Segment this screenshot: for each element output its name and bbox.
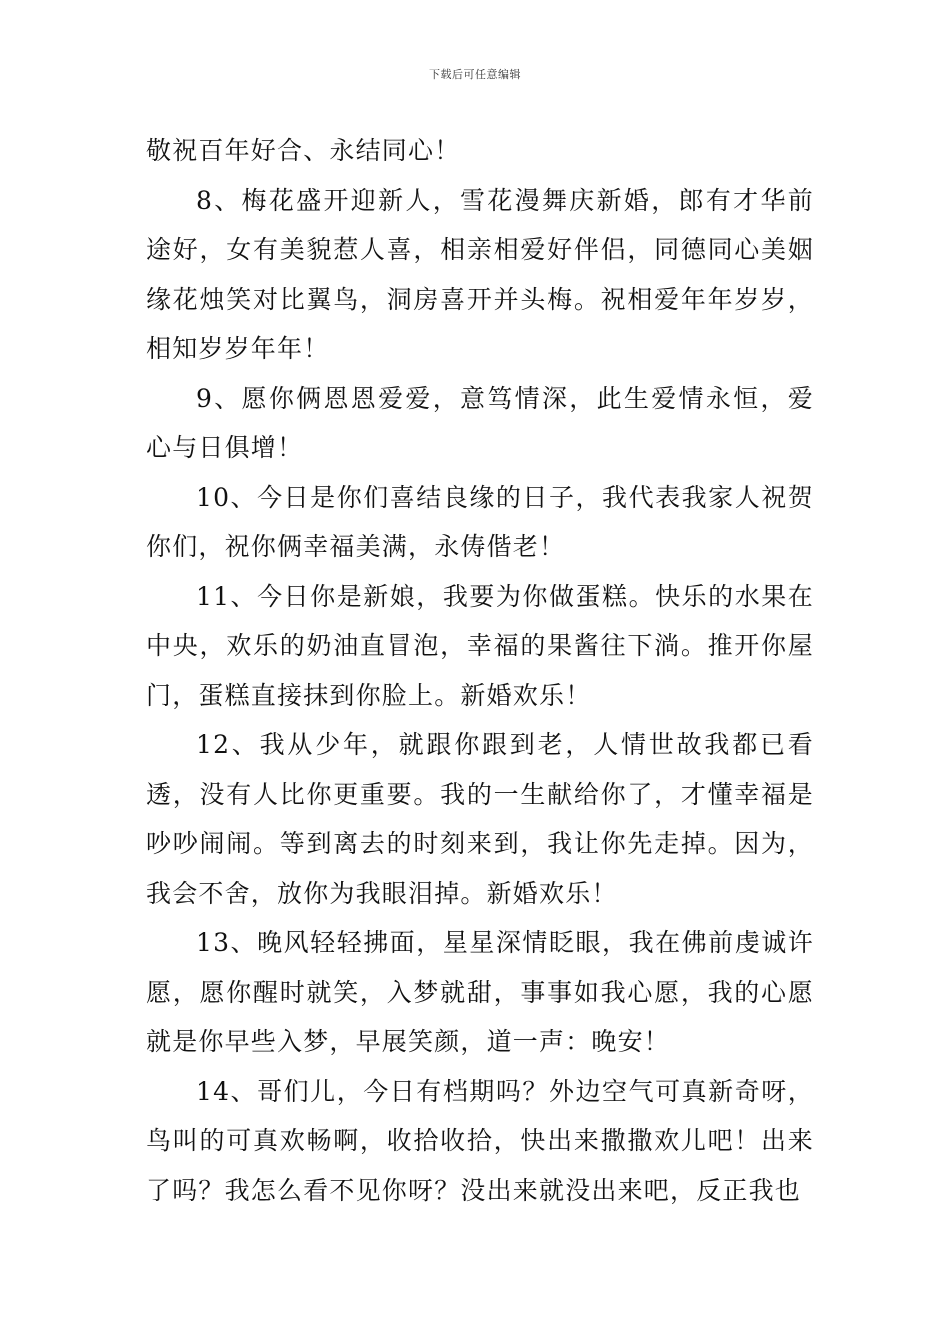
paragraph-item-14: 14、哥们儿，今日有档期吗？外边空气可真新奇呀，鸟叫的可真欢畅啊，收拾收拾，快出来撒撒欢儿吧！出来了吗？我怎么看不见你呀？没出来就没出来吧，反正我也 (146, 1076, 814, 1205)
page-header: 下载后可任意编辑 (429, 68, 521, 81)
paragraph-item-10: 10、今日是你们喜结良缘的日子，我代表我家人祝贺你们，祝你俩幸福美满，永俦偕老！ (146, 482, 814, 561)
paragraph-closing-line: 敬祝百年好合、永结同心！ (146, 136, 461, 165)
paragraph-item-13: 13、晚风轻轻拂面，星星深情眨眼，我在佛前虔诚许愿，愿你醒时就笑，入梦就甜，事事如我心愿，我的心愿就是你早些入梦，早展笑颜，道一声：晚安！ (146, 928, 814, 1056)
paragraph-item-9: 9、愿你俩恩恩爱爱，意笃情深，此生爱情永恒，爱心与日俱增！ (146, 383, 814, 462)
paragraph-item-11: 11、今日你是新娘，我要为你做蛋糕。快乐的水果在中央，欢乐的奶油直冒泡，幸福的果酱往下淌。推开你屋门，蛋糕直接抹到你脸上。新婚欢乐！ (146, 581, 814, 710)
paragraph-item-12: 12、我从少年，就跟你跟到老，人情世故我都已看透，没有人比你更重要。我的一生献给你了，才懂幸福是吵吵闹闹。等到离去的时刻来到，我让你先走掉。因为，我会不舍，放你为我眼泪掉。新婚欢乐！ (146, 730, 814, 908)
document-body (146, 126, 814, 1215)
paragraph-item-8: 8、梅花盛开迎新人，雪花漫舞庆新婚，郎有才华前途好，女有美貌惹人喜，相亲相爱好伴侣，同德同心美姻缘花烛笑对比翼鸟，洞房喜开并头梅。祝相爱年年岁岁，相知岁岁年年！ (146, 185, 814, 363)
